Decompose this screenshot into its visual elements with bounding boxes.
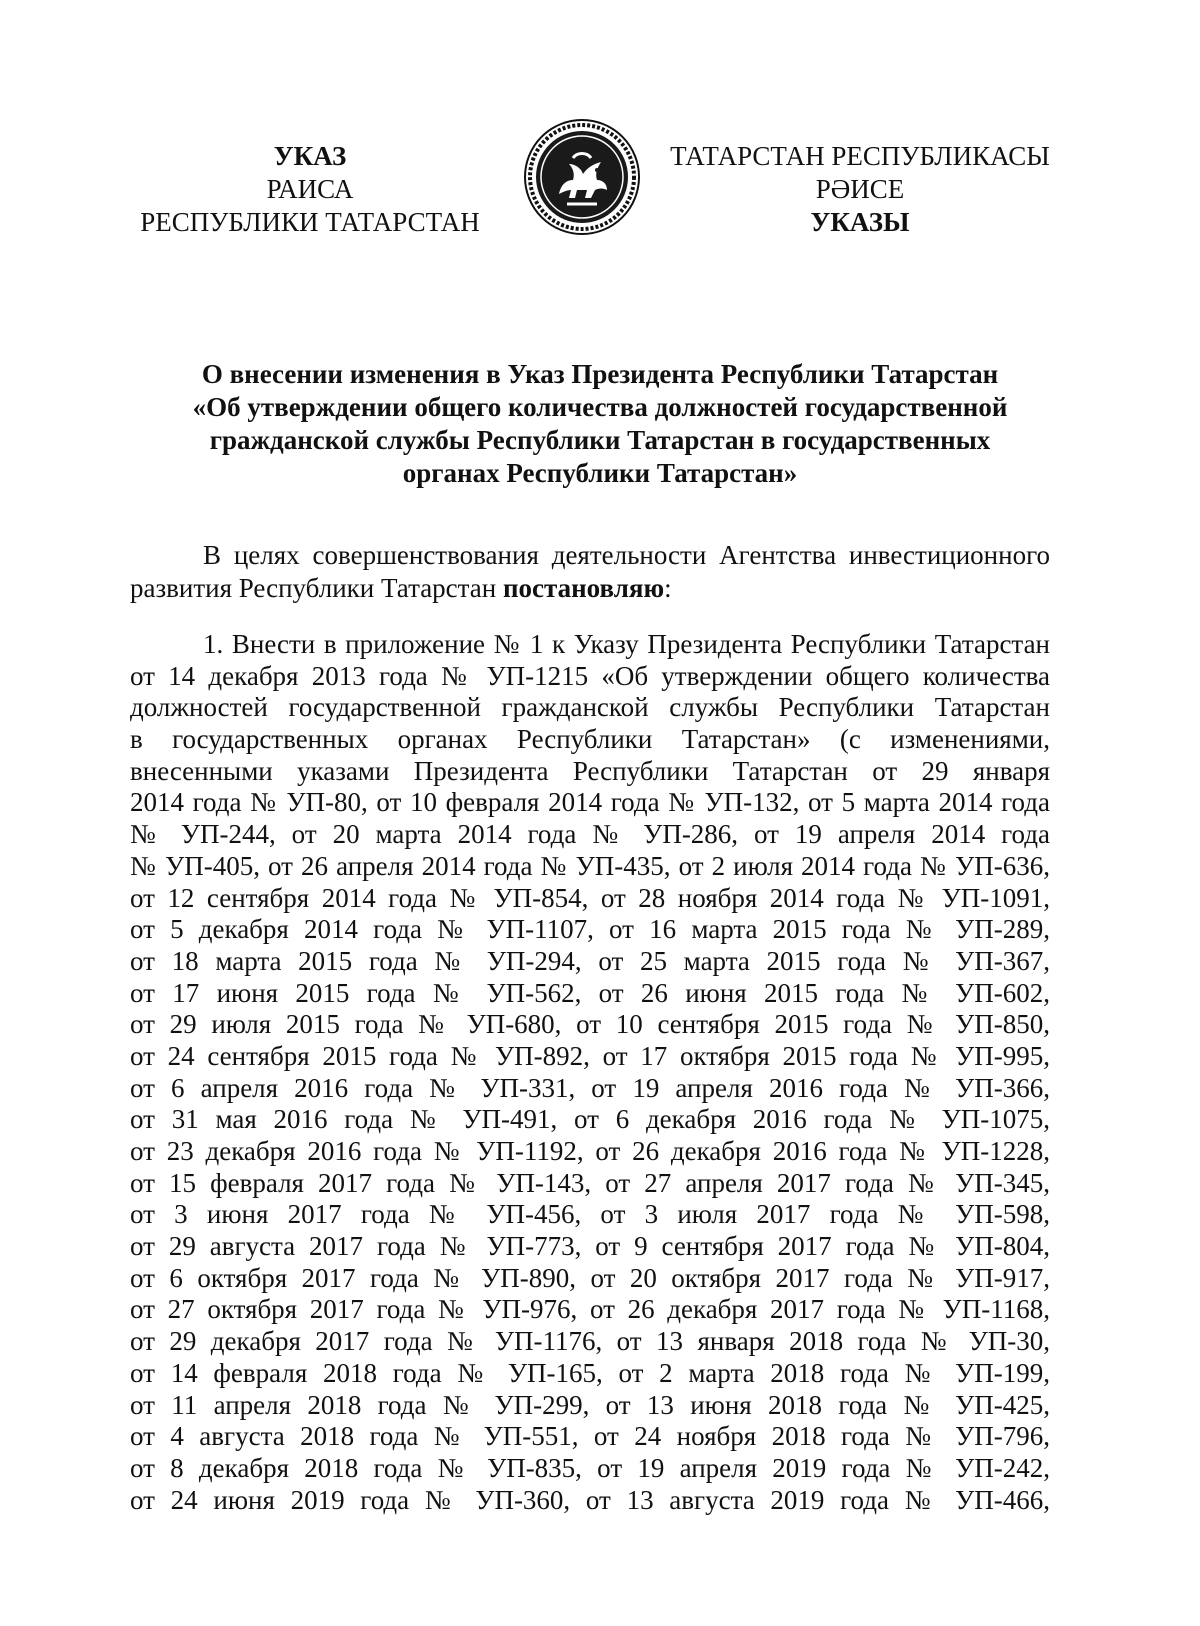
header-left-line-1: УКАЗ <box>273 141 347 171</box>
paragraph-line: № УП-405, от 26 апреля 2014 года № УП-435, от 2 июля 2014 года № УП-636, <box>130 850 1050 881</box>
paragraph-line: в государственных органах Республики Татарстан» (с изменениями, <box>130 724 1050 755</box>
paragraph-line: № УП-244, от 20 марта 2014 года № УП-286, от 19 апреля 2014 года <box>130 819 1050 850</box>
paragraph-line: от 8 декабря 2018 года № УП-835, от 19 апреля 2019 года № УП-242, <box>130 1452 1050 1483</box>
paragraph-line: от 31 мая 2016 года № УП-491, от 6 декабря 2016 года № УП-1075, <box>130 1104 1050 1135</box>
paragraph-line: от 14 февраля 2018 года № УП-165, от 2 марта 2018 года № УП-199, <box>130 1357 1050 1388</box>
decree-title <box>120 358 1080 490</box>
paragraph-line: от 24 сентября 2015 года № УП-892, от 17 октября 2015 года № УП-995, <box>130 1040 1050 1071</box>
title-line: О внесении изменения в Указ Президента Республики Татарстан <box>201 359 999 389</box>
preamble-paragraph <box>130 539 1050 605</box>
paragraph-line: 1. Внести в приложение № 1 к Указу Президента Республики Татарстан <box>203 629 1050 659</box>
paragraph-1 <box>130 629 1050 1516</box>
paragraph-line: от 14 декабря 2013 года № УП-1215 «Об утверждении общего количества <box>130 660 1050 691</box>
paragraph-line: от 11 апреля 2018 года № УП-299, от 13 июня 2018 года № УП-425, <box>130 1389 1050 1420</box>
preamble-text: В целях совершенствования деятельности Агентства инвестиционного развития Республики Татарстан <box>130 540 1050 603</box>
paragraph-line: 2014 года № УП-80, от 10 февраля 2014 года № УП-132, от 5 марта 2014 года <box>130 787 1050 818</box>
tatarstan-coat-of-arms-icon <box>523 118 641 236</box>
header-left-line-2: РАИСА <box>266 174 354 204</box>
paragraph-line: от 29 декабря 2017 года № УП-1176, от 13 января 2018 года № УП-30, <box>130 1326 1050 1357</box>
paragraph-line: от 15 февраля 2017 года № УП-143, от 27 апреля 2017 года № УП-345, <box>130 1167 1050 1198</box>
header-right-tatar <box>670 140 1050 239</box>
title-line: гражданской службы Республики Татарстан в государственных <box>209 425 991 455</box>
header-right-line-2: РӘИСЕ <box>815 174 905 204</box>
header-left-line-3: РЕСПУБЛИКИ ТАТАРСТАН <box>140 207 480 237</box>
title-line: «Об утверждении общего количества должностей государственной <box>192 392 1008 422</box>
preamble-resolve-word: постановляю <box>502 573 665 603</box>
paragraph-line: от 18 марта 2015 года № УП-294, от 25 марта 2015 года № УП-367, <box>130 945 1050 976</box>
paragraph-line: от 6 апреля 2016 года № УП-331, от 19 апреля 2016 года № УП-366, <box>130 1072 1050 1103</box>
paragraph-line: должностей государственной гражданской службы Республики Татарстан <box>130 692 1050 723</box>
paragraph-line: от 24 июня 2019 года № УП-360, от 13 августа 2019 года № УП-466, <box>130 1484 1050 1515</box>
paragraph-line: от 29 июля 2015 года № УП-680, от 10 сентября 2015 года № УП-850, <box>130 1009 1050 1040</box>
paragraph-line: от 17 июня 2015 года № УП-562, от 26 июня 2015 года № УП-602, <box>130 977 1050 1008</box>
header-right-line-3: УКАЗЫ <box>810 207 910 237</box>
preamble-colon: : <box>664 573 672 603</box>
paragraph-line: от 4 августа 2018 года № УП-551, от 24 ноября 2018 года № УП-796, <box>130 1421 1050 1452</box>
paragraph-line: от 23 декабря 2016 года № УП-1192, от 26 декабря 2016 года № УП-1228, <box>130 1136 1050 1166</box>
header-right-line-1: ТАТАРСТАН РЕСПУБЛИКАСЫ <box>670 141 1050 171</box>
paragraph-line: от 5 декабря 2014 года № УП-1107, от 16 марта 2015 года № УП-289, <box>130 914 1050 945</box>
paragraph-line: от 29 августа 2017 года № УП-773, от 9 сентября 2017 года № УП-804, <box>130 1231 1050 1262</box>
paragraph-line: от 6 октября 2017 года № УП-890, от 20 октября 2017 года № УП-917, <box>130 1262 1050 1293</box>
paragraph-line: от 12 сентября 2014 года № УП-854, от 28 ноября 2014 года № УП-1091, <box>130 882 1050 913</box>
paragraph-line: внесенными указами Президента Республики Татарстан от 29 января <box>130 755 1050 786</box>
paragraph-line: от 27 октября 2017 года № УП-976, от 26 декабря 2017 года № УП-1168, <box>130 1294 1050 1325</box>
paragraph-line: от 3 июня 2017 года № УП-456, от 3 июля 2017 года № УП-598, <box>130 1199 1050 1230</box>
title-line: органах Республики Татарстан» <box>402 458 798 488</box>
header-left-russian <box>130 140 490 239</box>
